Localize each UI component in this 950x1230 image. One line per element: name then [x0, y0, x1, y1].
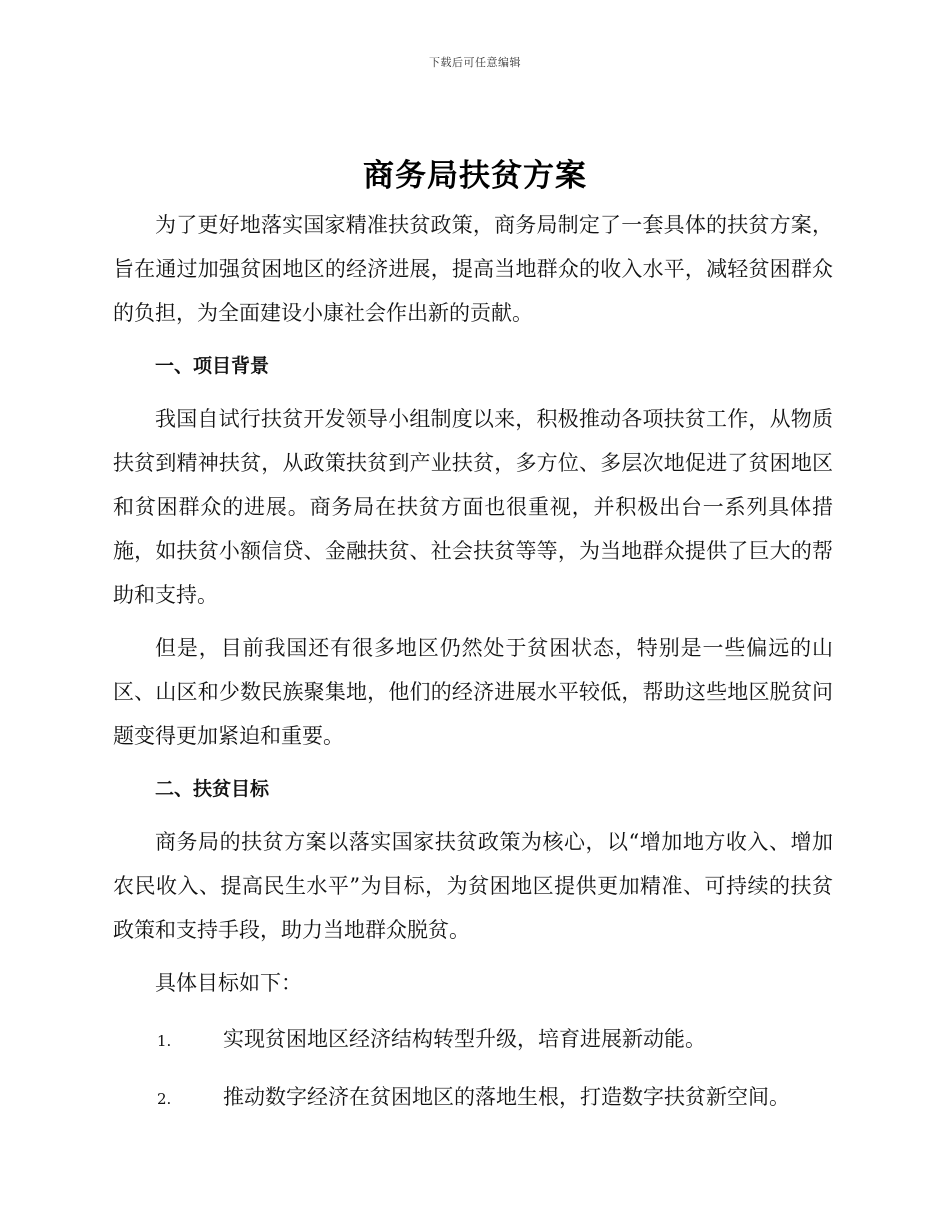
- header-note: 下载后可任意编辑: [429, 56, 521, 69]
- list-number: 2.: [157, 1090, 172, 1108]
- background-paragraph-2: 但是，目前我国还有很多地区仍然处于贫困状态，特别是一些偏远的山区、山区和少数民族聚集地，他们的经济进展水平较低，帮助这些地区脱贫问题变得更加紧迫和重要。: [113, 636, 833, 748]
- background-paragraph-1: 我国自试行扶贫开发领导小组制度以来，积极推动各项扶贫工作，从物质扶贫到精神扶贫，从政策扶贫到产业扶贫，多方位、多层次地促进了贫困地区和贫困群众的进展。商务局在扶贫方面也很重视，并积极出台一系列具体措施，如扶贫小额信贷、金融扶贫、社会扶贫等等，为当地群众提供了巨大的帮助和支持。: [113, 407, 833, 607]
- document-title: 商务局扶贫方案: [363, 158, 587, 194]
- goals-paragraph-1: 商务局的扶贫方案以落实国家扶贫政策为核心，以“增加地方收入、增加农民收入、提高民生水平”为目标，为贫困地区提供更加精准、可持续的扶贫政策和支持手段，助力当地群众脱贫。: [113, 830, 833, 942]
- list-item: [113, 1017, 833, 1063]
- intro-paragraph: 为了更好地落实国家精准扶贫政策，商务局制定了一套具体的扶贫方案，旨在通过加强贫困地区的经济进展，提高当地群众的收入水平，减轻贫困群众的负担，为全面建设小康社会作出新的贡献。: [113, 213, 833, 325]
- list-text: 实现贫困地区经济结构转型升级，培育进展新动能。: [223, 1027, 706, 1051]
- document-body: [113, 203, 833, 1121]
- list-item: [113, 1075, 833, 1121]
- list-text: 推动数字经济在贫困地区的落地生根，打造数字扶贫新空间。: [223, 1085, 790, 1109]
- section-heading-background: 一、项目背景: [155, 355, 270, 377]
- section-heading-goals: 二、扶贫目标: [155, 778, 270, 800]
- goals-paragraph-2: 具体目标如下：: [155, 971, 302, 995]
- list-number: 1.: [157, 1032, 172, 1050]
